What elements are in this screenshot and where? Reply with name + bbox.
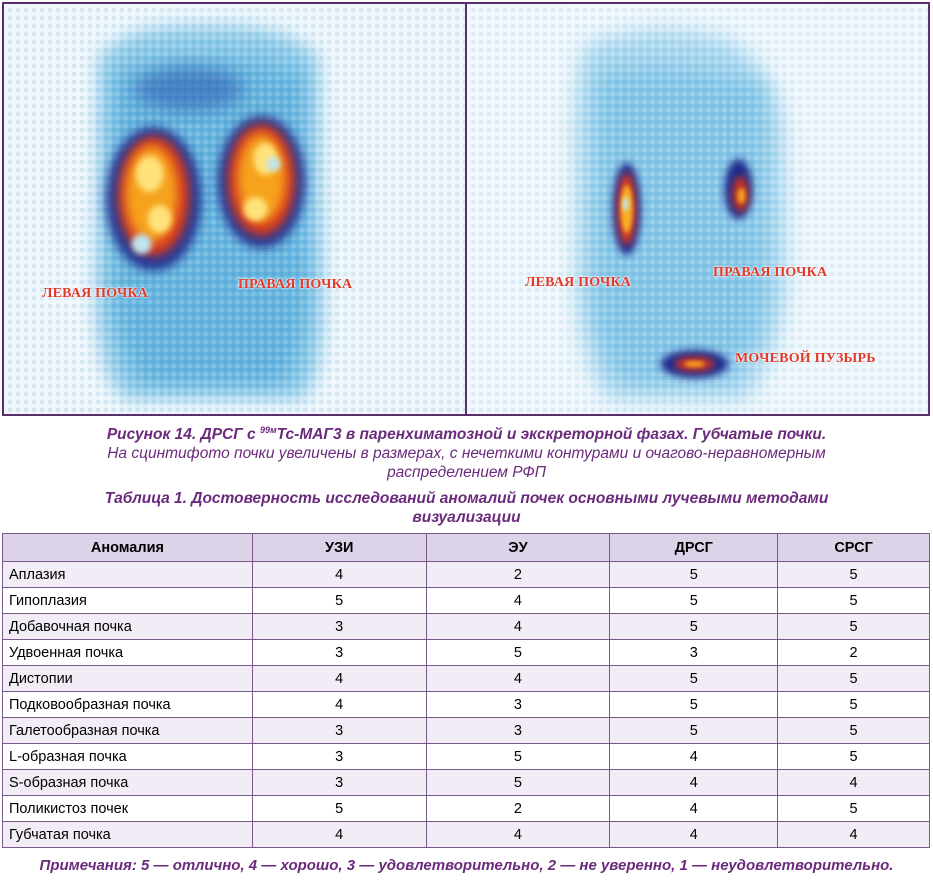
caption-title-prefix: Рисунок 14. ДРСГ с bbox=[106, 426, 260, 443]
label-right-kidney-excretory: ПРАВАЯ ПОЧКА bbox=[713, 265, 828, 280]
table-row bbox=[3, 796, 930, 822]
eu-score-cell: 2 bbox=[426, 796, 610, 822]
uzi-score-cell: 3 bbox=[252, 614, 426, 640]
anomaly-name-cell: S-образная почка bbox=[3, 770, 253, 796]
table-notes: Примечания: 5 — отлично, 4 — хорошо, 3 — удовлетворительно, 2 — не уверенно, 1 — неудовлетворительно. bbox=[39, 857, 894, 874]
table-row bbox=[3, 666, 930, 692]
header-srsg: СРСГ bbox=[778, 534, 930, 562]
uzi-score-cell: 5 bbox=[252, 588, 426, 614]
table-row bbox=[3, 640, 930, 666]
parenchymal-phase-image bbox=[4, 4, 465, 414]
scintigraphy-figure bbox=[2, 2, 930, 416]
header-eu: ЭУ bbox=[426, 534, 610, 562]
drsg-score-cell: 4 bbox=[610, 744, 778, 770]
header-drsg: ДРСГ bbox=[610, 534, 778, 562]
table-row bbox=[3, 744, 930, 770]
srsg-score-cell: 5 bbox=[778, 562, 930, 588]
uzi-score-cell: 3 bbox=[252, 770, 426, 796]
drsg-score-cell: 3 bbox=[610, 640, 778, 666]
figure-caption bbox=[0, 421, 933, 482]
srsg-score-cell: 5 bbox=[778, 614, 930, 640]
srsg-score-cell: 5 bbox=[778, 744, 930, 770]
table-header-row bbox=[3, 534, 930, 562]
anomaly-name-cell: Галетообразная почка bbox=[3, 718, 253, 744]
caption-isotope-superscript: 99м bbox=[259, 425, 277, 435]
table-title-line-1: Таблица 1. Достоверность исследований аномалий почек основными лучевыми методами bbox=[104, 490, 829, 507]
drsg-score-cell: 5 bbox=[610, 614, 778, 640]
eu-score-cell: 5 bbox=[426, 640, 610, 666]
label-bladder: МОЧЕВОЙ ПУЗЫРЬ bbox=[735, 351, 876, 366]
drsg-score-cell: 5 bbox=[610, 588, 778, 614]
eu-score-cell: 2 bbox=[426, 562, 610, 588]
anomaly-name-cell: Поликистоз почек bbox=[3, 796, 253, 822]
table-row bbox=[3, 588, 930, 614]
srsg-score-cell: 4 bbox=[778, 770, 930, 796]
drsg-score-cell: 4 bbox=[610, 822, 778, 848]
table-row bbox=[3, 822, 930, 848]
label-right-kidney: ПРАВАЯ ПОЧКА bbox=[238, 277, 353, 292]
anomaly-name-cell: Подковообразная почка bbox=[3, 692, 253, 718]
caption-line-3: распределением РФП bbox=[387, 464, 546, 481]
drsg-score-cell: 5 bbox=[610, 718, 778, 744]
table-row bbox=[3, 692, 930, 718]
label-left-kidney-excretory: ЛЕВАЯ ПОЧКА bbox=[525, 275, 632, 290]
table-title bbox=[0, 489, 933, 527]
header-uzi: УЗИ bbox=[252, 534, 426, 562]
uzi-score-cell: 4 bbox=[252, 666, 426, 692]
drsg-score-cell: 5 bbox=[610, 562, 778, 588]
drsg-score-cell: 5 bbox=[610, 666, 778, 692]
uzi-score-cell: 4 bbox=[252, 562, 426, 588]
anomaly-name-cell: L-образная почка bbox=[3, 744, 253, 770]
eu-score-cell: 5 bbox=[426, 770, 610, 796]
anomaly-name-cell: Добавочная почка bbox=[3, 614, 253, 640]
table-body bbox=[3, 562, 930, 848]
uzi-score-cell: 5 bbox=[252, 796, 426, 822]
anomaly-name-cell: Гипоплазия bbox=[3, 588, 253, 614]
srsg-score-cell: 5 bbox=[778, 692, 930, 718]
srsg-score-cell: 5 bbox=[778, 796, 930, 822]
caption-title bbox=[0, 421, 933, 444]
caption-line-2: На сцинтифото почки увеличены в размерах, с нечеткими контурами и очагово-неравномерным bbox=[107, 445, 826, 462]
caption-title-suffix: Tc-МАГ3 в паренхиматозной и экскреторной фазах. Губчатые почки. bbox=[276, 426, 827, 443]
anomaly-name-cell: Удвоенная почка bbox=[3, 640, 253, 666]
eu-score-cell: 3 bbox=[426, 692, 610, 718]
anomaly-reliability-table bbox=[2, 533, 930, 848]
srsg-score-cell: 5 bbox=[778, 588, 930, 614]
drsg-score-cell: 4 bbox=[610, 796, 778, 822]
table-row bbox=[3, 770, 930, 796]
eu-score-cell: 4 bbox=[426, 822, 610, 848]
excretory-phase-image bbox=[465, 4, 928, 414]
srsg-score-cell: 5 bbox=[778, 666, 930, 692]
anomaly-name-cell: Дистопии bbox=[3, 666, 253, 692]
parenchymal-scan-graphic bbox=[4, 4, 465, 414]
table-title-line-2: визуализации bbox=[412, 509, 521, 526]
drsg-score-cell: 4 bbox=[610, 770, 778, 796]
uzi-score-cell: 3 bbox=[252, 744, 426, 770]
label-left-kidney: ЛЕВАЯ ПОЧКА bbox=[42, 286, 149, 301]
srsg-score-cell: 4 bbox=[778, 822, 930, 848]
table-row bbox=[3, 614, 930, 640]
eu-score-cell: 4 bbox=[426, 614, 610, 640]
uzi-score-cell: 4 bbox=[252, 692, 426, 718]
uzi-score-cell: 3 bbox=[252, 718, 426, 744]
table-row bbox=[3, 562, 930, 588]
table-row bbox=[3, 718, 930, 744]
anomaly-name-cell: Губчатая почка bbox=[3, 822, 253, 848]
uzi-score-cell: 3 bbox=[252, 640, 426, 666]
drsg-score-cell: 5 bbox=[610, 692, 778, 718]
anomaly-name-cell: Аплазия bbox=[3, 562, 253, 588]
srsg-score-cell: 2 bbox=[778, 640, 930, 666]
eu-score-cell: 4 bbox=[426, 588, 610, 614]
eu-score-cell: 3 bbox=[426, 718, 610, 744]
srsg-score-cell: 5 bbox=[778, 718, 930, 744]
eu-score-cell: 4 bbox=[426, 666, 610, 692]
header-anomaly: Аномалия bbox=[3, 534, 253, 562]
eu-score-cell: 5 bbox=[426, 744, 610, 770]
uzi-score-cell: 4 bbox=[252, 822, 426, 848]
